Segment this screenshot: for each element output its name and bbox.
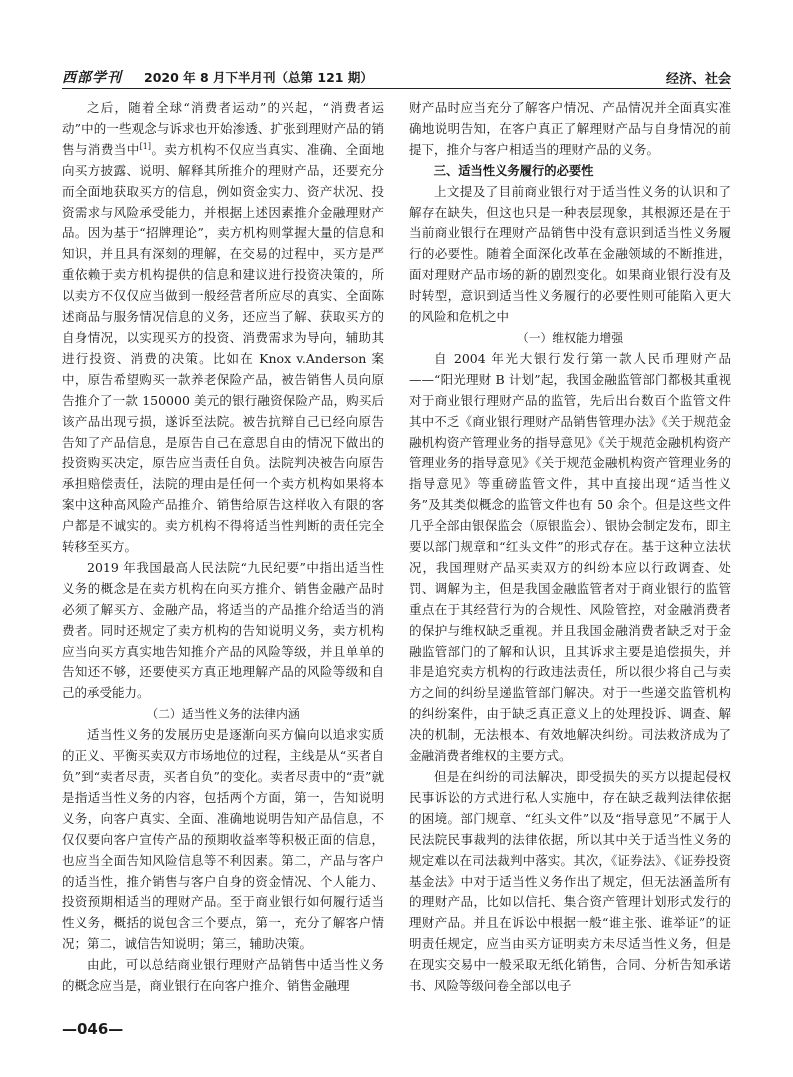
paragraph-text: 。卖方机构不仅应当真实、准确、全面地向买方披露、说明、解释其所推介的理财产品，还要充分而全面地获取买方的信息，例如资金实力、资产状况、投资需求与风险承受能力，并根据上述因素推介金融理财产品。因为基于“招牌理论”，卖方机构则掌握大量的信息和知识，并且具有深刻的理解，在交易的过程中，买方是严重依赖于卖方机构提供的信息和建议进行投资决策的，所以卖方不仅仅应当做到一般经营者所应尽的真实、全面陈述商品与服务情况信息的义务，还应当了解、获取买方的自身情况，以实现买方的投资、消费需求为导向，辅助其进行投资、消费的决策。比如在 Knox v.Anderson 案中，原告希望购买一款养老保险产品，被告销售人员向原告推介了一款 150000 美元的银行融资保险产品，购买后该产品出现亏损，遂诉至法院。被告抗辩自己已经向原告告知了产品信息，是原告自己在意思自由的情况下做出的投资购买决定，原告应当责任自负。法院判决被告向原告承担赔偿责任，法院的理由是任何一个卖方机构如果将本案中这种高风险产品推介、销售给原告这样收入有限的客户都是不诚实的。卖方机构不得将适当性判断的责任完全转移至买方。: [62, 141, 384, 555]
paragraph: 适当性义务的发展历史是逐渐向买方偏向以追求实质的正义、平衡买卖双方市场地位的过程，主线是从“买者自负”到“卖者尽责，买者自负”的变化。卖者尽责中的“责”就是指适当性义务的内容，包括两个方面，第一，告知说明义务，向客户真实、全面、准确地说明告知产品信息，不仅仅要向客户宣传产品的预期收益率等积极正面的信息，也应当全面告知风险信息等不利因素。第二，产品与客户的适当性，推介销售与客户自身的资金情况、个人能力、投资预期相适当的理财产品。至于商业银行如何履行适当性义务，概括的说包含三个要点，第一，充分了解客户情况；第二，诚信告知说明；第三，辅助决策。: [62, 727, 384, 952]
paragraph: 上文提及了目前商业银行对于适当性义务的认识和了解存在缺失，但这也只是一种表层现象，其根源还是在于当前商业银行在理财产品销售中没有意识到适当性义务履行的必要性。随着全面深化改革在金融领域的不断推进，面对理财产品市场的新的剧烈变化。如果商业银行没有及时转型，意识到适当性义务履行的必要性则可能陷入更大的风险和危机之中: [409, 183, 731, 325]
paragraph: 2019 年我国最高人民法院“九民纪要”中指出适当性义务的概念是在卖方机构在向买方推介、销售金融产品时必须了解买方、金融产品，将适当的产品推介给适当的消费者。同时还规定了卖方机构的告知说明义务，卖方机构应当向买方真实地告知推介产品的风险等级，并且单单的告知还不够，还要使买方真正地理解产品的风险等级和自己的承受能力。: [62, 559, 384, 701]
subsection-heading: （二）适当性义务的法律内涵: [146, 707, 300, 722]
page-header: [62, 66, 731, 88]
paragraph: 财产品时应当充分了解客户情况、产品情况并全面真实准确地说明告知，在客户真正了解理财产品与自身情况的前提下，推介与客户相适当的理财产品的义务。: [409, 100, 731, 157]
section-name: 经济、社会: [665, 72, 731, 87]
page-number: —046—: [62, 1020, 124, 1038]
reference-marker: [1]: [139, 141, 152, 151]
paragraph: 但是在纠纷的司法解决，即受损失的买方以提起侵权民事诉讼的方式进行私人实施中，存在缺乏裁判法律依据的困境。部门规章、“红头文件”以及“指导意见”不属于人民法院民事裁判的法律依据，所以其中关于适当性义务的规定难以在司法裁判中落实。其次，《证券法》、《证券投资基金法》中对于适当性义务作出了规定，但无法涵盖所有的理财产品，比如以信托、集合资产管理计划形式发行的理财产品。并且在诉讼中根据一般“谁主张、谁举证”的证明责任规定，应当由买方证明卖方未尽适当性义务，但是在现实交易中一般采取无纸化销售，合同、分析告知承诺书、风险等级问卷全部以电子: [409, 769, 731, 994]
paragraph-text: 之后，随着全球“消费者运动”的兴起，“消费者运动”中的一些观念与诉求也开始渗透、扩张到理财产品的销售与消费当中: [62, 100, 384, 157]
paragraph: 由此，可以总结商业银行理财产品销售中适当性义务的概念应当是，商业银行在向客户推介、销售金融理: [62, 957, 384, 994]
header-divider: [62, 88, 731, 89]
paragraph: 自 2004 年光大银行发行第一款人民币理财产品——“阳光理财 B 计划”起，我国金融监管部门都极其重视对于商业银行理财产品的监管，先后出台数百个监管文件其中不乏《商业银行理财产品销售管理办法》《关于规范金融机构资产管理业务的指导意见》《关于规范金融机构资产管理业务的指导意见》《关于规范金融机构资产管理业务的指导意见》等重磅监管文件，其中直接出现“适当性义务”及其类似概念的监管文件也有 50 余个。但是这些文件几乎全部由银保监会（原银监会）、银协会制定发布，即主要以部门规章和“红头文件”的形式存在。基于这种立法状况，我国理财产品买卖双方的纠纷本应以行政调查、处罚、调解为主，但是我国金融监管者对于商业银行的监管重点在于其经营行为的合规性、风险管控，对金融消费者的保护与维权缺乏重视。并且我国金融消费者缺乏对于金融监管部门的了解和认识，且其诉求主要是追偿损失，并非是追究卖方机构的行政违法责任，所以很少将自己与卖方之间的纠纷呈递监管部门解决。对于一些递交监管机构的纠纷案件，由于缺乏真正意义上的处理投诉、调查、解决的机制，无法根本、有效地解决纠纷。司法救济成为了金融消费者维权的主要方式。: [409, 350, 731, 764]
right-column: [409, 98, 731, 997]
issue-info: 2020 年 8 月下半月刊（总第 121 期）: [144, 70, 373, 85]
paragraph: [62, 98, 384, 558]
left-column: [62, 98, 384, 997]
section-heading: 三、适当性义务履行的必要性: [433, 163, 594, 178]
subsection-heading: （一）维权能力增强: [516, 330, 624, 345]
journal-logo: 西部学刊: [62, 70, 122, 86]
